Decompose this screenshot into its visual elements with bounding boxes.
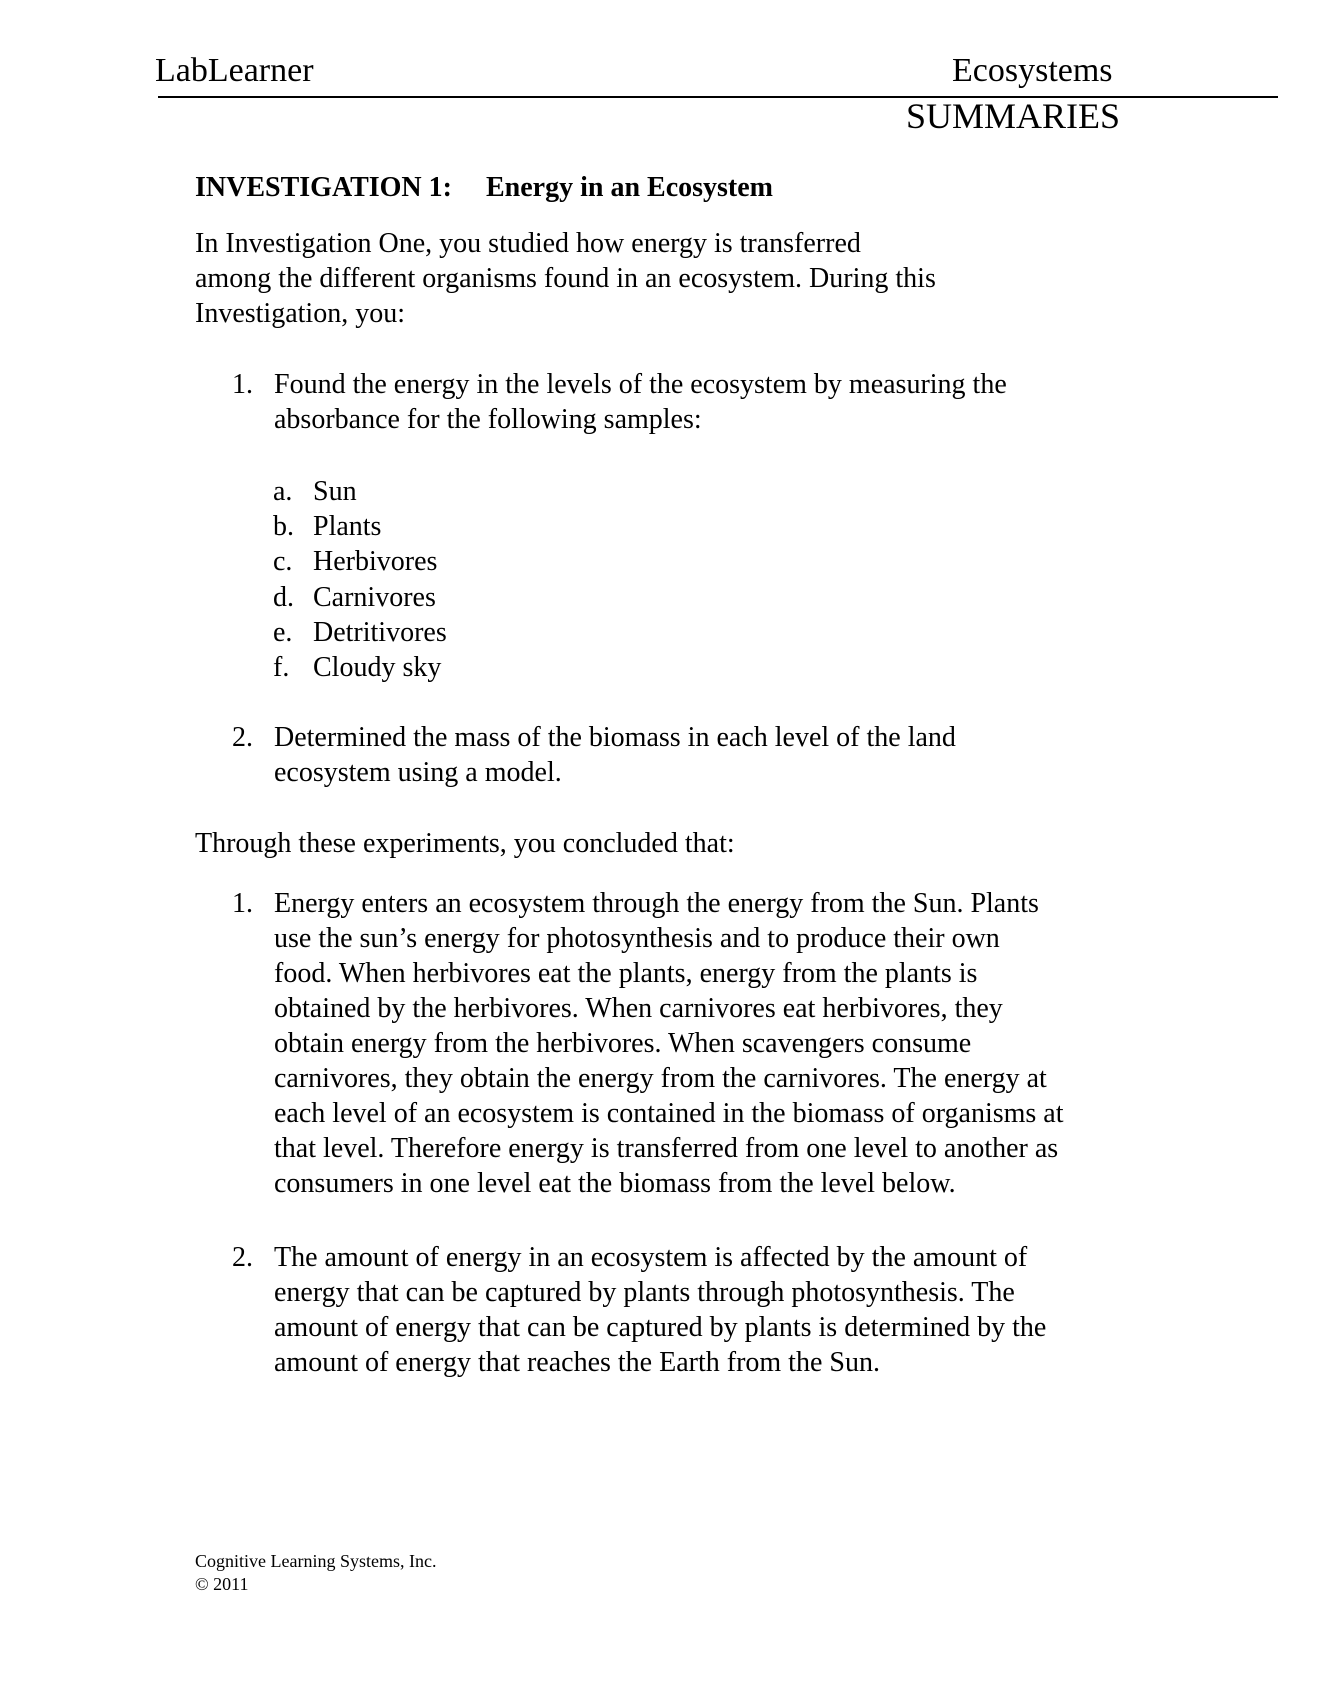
step-number: 1. — [232, 369, 253, 400]
conclusion-line: each level of an ecosystem is contained in the biomass of organisms at — [274, 1098, 1064, 1129]
sample-letter: e. — [273, 616, 293, 648]
sample-text: Detritivores — [313, 616, 447, 648]
sample-text: Herbivores — [313, 546, 438, 578]
conclusion-line: use the sun’s energy for photosynthesis and to produce their own — [274, 923, 1000, 954]
sample-letter: a. — [273, 476, 293, 507]
intro-line: Investigation, you: — [195, 298, 405, 329]
sample-letter: f. — [273, 652, 290, 684]
sample-letter: d. — [273, 581, 294, 613]
subject-title: Ecosystems — [952, 52, 1113, 89]
conclusion-line: obtained by the herbivores. When carnivores eat herbivores, they — [274, 993, 1003, 1024]
intro-line: In Investigation One, you studied how energy is transferred — [195, 228, 861, 259]
sample-text: Sun — [313, 476, 357, 507]
conclusion-line: amount of energy that can be captured by plants is determined by the — [274, 1312, 1047, 1343]
conclusion-line: food. When herbivores eat the plants, energy from the plants is — [274, 958, 978, 989]
conclusion-line: amount of energy that reaches the Earth from the Sun. — [274, 1347, 880, 1378]
sample-list — [273, 474, 447, 685]
sample-item — [273, 650, 447, 685]
step-number: 2. — [232, 722, 253, 753]
sample-item — [273, 544, 447, 579]
sample-item — [273, 474, 447, 509]
intro-line: among the different organisms found in an ecosystem. During this — [195, 263, 936, 294]
conclusion-line: obtain energy from the herbivores. When scavengers consume — [274, 1028, 972, 1059]
brand-name: LabLearner — [155, 52, 314, 89]
investigation-label: INVESTIGATION 1: — [195, 172, 452, 203]
conclusion-line: consumers in one level eat the biomass from the level below. — [274, 1168, 956, 1199]
conclusion-number: 1. — [232, 888, 253, 919]
footer-copyright: © 2011 — [195, 1574, 249, 1594]
step-line: Determined the mass of the biomass in each level of the land — [274, 722, 956, 753]
intro-paragraph — [195, 226, 936, 331]
conclusion-intro: Through these experiments, you concluded that: — [195, 828, 735, 859]
sample-text: Plants — [313, 511, 382, 543]
sample-letter: b. — [273, 511, 294, 543]
sample-item — [273, 580, 447, 615]
conclusion-line: that level. Therefore energy is transferred from one level to another as — [274, 1133, 1059, 1164]
conclusion-line: carnivores, they obtain the energy from the carnivores. The energy at — [274, 1063, 1047, 1094]
step-line: Found the energy in the levels of the ecosystem by measuring the — [274, 369, 1007, 400]
step-line: ecosystem using a model. — [274, 757, 562, 788]
conclusion-number: 2. — [232, 1242, 253, 1273]
sample-text: Cloudy sky — [313, 652, 442, 684]
sample-text: Carnivores — [313, 581, 436, 613]
investigation-heading — [195, 172, 773, 204]
conclusion-line: The amount of energy in an ecosystem is affected by the amount of — [274, 1242, 1028, 1273]
section-title: SUMMARIES — [906, 96, 1121, 136]
sample-letter: c. — [273, 546, 293, 578]
conclusion-line: Energy enters an ecosystem through the energy from the Sun. Plants — [274, 888, 1039, 919]
footer — [195, 1550, 436, 1596]
sample-item — [273, 509, 447, 544]
conclusion-line: energy that can be captured by plants through photosynthesis. The — [274, 1277, 1015, 1308]
sample-item — [273, 615, 447, 650]
footer-company: Cognitive Learning Systems, Inc. — [195, 1551, 437, 1571]
step-line: absorbance for the following samples: — [274, 404, 702, 435]
investigation-title: Energy in an Ecosystem — [485, 172, 773, 203]
